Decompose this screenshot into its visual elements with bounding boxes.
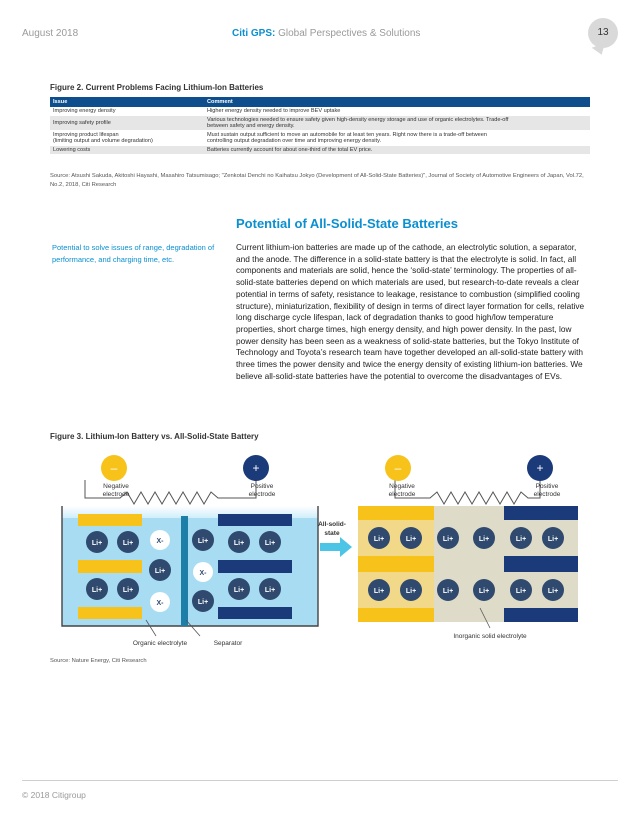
svg-text:Li+: Li+ (122, 587, 134, 594)
table-row (50, 131, 590, 146)
table-cell-issue (50, 131, 204, 146)
negative-symbol: – (394, 461, 402, 475)
li-ion (400, 579, 422, 601)
negative-electrode-label-2: electrode (102, 491, 130, 498)
figure2-source: Source: Atsushi Sakuda, Akitoshi Hayashi, Masahiro Tatsumisago; "Zenkotai Denchi no Kaihatsu Jokyo (Development of All-Solid-State Batteries)", Journal of Society of Automotive Engineers of Japan, Vol.72, No.2, 2018, Citi Research (50, 173, 584, 188)
li-ion (117, 578, 139, 600)
svg-text:Li+: Li+ (547, 536, 559, 543)
li-ion (86, 578, 108, 600)
comment-text-cont: controlling output degradation over time and improving energy density. (207, 138, 382, 144)
table-row (50, 146, 590, 155)
comment-text: Must sustain output sufficient to move an automobile for at least ten years. Right now there is a trade-off between (207, 132, 487, 138)
positive-symbol: + (536, 461, 544, 475)
table-header-issue: Issue (50, 97, 204, 107)
positive-electrode-label: Positive (535, 483, 559, 490)
battery-diagram (50, 448, 590, 653)
negative-electrode-layer (78, 514, 142, 526)
inorganic-solid-electrolyte (434, 506, 504, 622)
footer-divider (22, 780, 618, 781)
negative-electrode-label-2: electrode (388, 491, 416, 498)
anion (150, 530, 170, 550)
table-cell-issue (50, 107, 204, 116)
li-ion (228, 531, 250, 553)
li-ion (510, 527, 532, 549)
li-ion (437, 527, 459, 549)
li-ion (542, 579, 564, 601)
svg-text:Li+: Li+ (154, 568, 166, 575)
comment-text-cont: between safety and energy density. (207, 123, 295, 129)
positive-electrode-label-2: electrode (533, 491, 561, 498)
footer-copyright: © 2018 Citigroup (22, 790, 86, 800)
positive-electrode-layer (218, 514, 292, 526)
figure2-title: Figure 2. Current Problems Facing Lithium-Ion Batteries (50, 83, 264, 92)
svg-text:Li+: Li+ (515, 536, 527, 543)
separator-membrane (181, 516, 188, 626)
transition-arrow-icon (320, 537, 352, 557)
header-brand: Citi GPS: (232, 28, 276, 39)
table-header-comment: Comment (204, 97, 590, 107)
svg-text:Li+: Li+ (373, 588, 385, 595)
li-ion (259, 578, 281, 600)
comment-text: Various technologies needed to ensure safety given high-density energy storage and use of organic electrolytes. Trade-off (207, 117, 509, 123)
svg-text:Li+: Li+ (442, 536, 454, 543)
comment-text: Batteries currently account for about one-third of the total EV price. (207, 147, 373, 153)
li-ion (437, 579, 459, 601)
table-cell-comment (204, 131, 590, 146)
section-heading: Potential of All-Solid-State Batteries (236, 216, 458, 231)
li-ion (117, 531, 139, 553)
li-ion (228, 578, 250, 600)
anion (150, 592, 170, 612)
positive-symbol: + (252, 461, 260, 475)
negative-electrode-layer (78, 560, 142, 573)
svg-text:X-: X- (199, 570, 207, 577)
li-ion (368, 579, 390, 601)
svg-text:Li+: Li+ (233, 587, 245, 594)
header-date: August 2018 (22, 28, 79, 39)
li-ion (192, 529, 214, 551)
page-number-badge (588, 18, 618, 48)
organic-electrolyte-label: Organic electrolyte (132, 640, 188, 647)
negative-electrode-label: Negative (389, 483, 415, 490)
svg-text:Li+: Li+ (515, 588, 527, 595)
arrow-label: All-solid- (318, 521, 346, 528)
svg-text:X-: X- (156, 600, 164, 607)
svg-text:Li+: Li+ (197, 599, 209, 606)
li-ion (473, 579, 495, 601)
svg-text:Li+: Li+ (405, 588, 417, 595)
table-header-row (50, 97, 590, 107)
li-ion (400, 527, 422, 549)
li-ion (86, 531, 108, 553)
li-ion (542, 527, 564, 549)
anion (193, 562, 213, 582)
table-cell-comment (204, 107, 590, 116)
issue-text: Improving safety profile (53, 120, 111, 126)
issue-text: Improving energy density (53, 108, 116, 114)
table-cell-comment (204, 146, 590, 155)
negative-symbol: – (110, 461, 118, 475)
table-cell-issue (50, 116, 204, 131)
svg-text:Li+: Li+ (122, 540, 134, 547)
negative-electrode-layer (78, 607, 142, 619)
svg-text:Li+: Li+ (264, 540, 276, 547)
svg-text:Li+: Li+ (373, 536, 385, 543)
li-ion (368, 527, 390, 549)
svg-text:Li+: Li+ (478, 588, 490, 595)
svg-text:Li+: Li+ (547, 588, 559, 595)
svg-text:X-: X- (156, 538, 164, 545)
arrow-label-2: state (324, 530, 340, 537)
table-cell-issue (50, 146, 204, 155)
figure3-source: Source: Nature Energy, Citi Research (50, 658, 147, 664)
li-ion (149, 559, 171, 581)
sidenote: Potential to solve issues of range, degradation of performance, and charging time, etc. (52, 243, 215, 264)
svg-text:Li+: Li+ (197, 538, 209, 545)
issue-text: Improving product lifespan (53, 132, 119, 138)
figure2-table (50, 97, 590, 155)
li-ion (473, 527, 495, 549)
separator-label: Separator (213, 640, 243, 647)
table-row (50, 107, 590, 116)
comment-text: Higher energy density needed to improve BEV uptake (207, 108, 341, 114)
svg-text:Li+: Li+ (442, 588, 454, 595)
positive-electrode-label: Positive (250, 483, 274, 490)
li-ion (259, 531, 281, 553)
svg-text:Li+: Li+ (233, 540, 245, 547)
table-cell-comment (204, 116, 590, 131)
negative-electrode-label: Negative (103, 483, 129, 490)
page-number: 13 (597, 27, 609, 38)
svg-text:Li+: Li+ (91, 587, 103, 594)
svg-text:Li+: Li+ (405, 536, 417, 543)
issue-text-cont: (limiting output and volume degradation) (53, 138, 153, 144)
positive-electrode-layer (218, 607, 292, 619)
figure3-title: Figure 3. Lithium-Ion Battery vs. All-Solid-State Battery (50, 432, 259, 441)
svg-text:Li+: Li+ (91, 540, 103, 547)
positive-electrode-layer (218, 560, 292, 573)
right-wire (395, 480, 540, 504)
body-paragraph: Current lithium-ion batteries are made up of the cathode, an electrolytic solution, a separator, and the anode. The difference in a solid-state battery is that the electrolyte is solid. In fact, all components and materials are solid, hence the ‘solid-state’ terminology. The properties of all-solid-state batteries depend on which materials are used, but research-to-date reveals a clear potential in terms of safety, resistance to leakage, resistance to combustion (simplified cooling structure), miniaturization, flexibility of design in terms of direct layer formation for cells, relative long discharge cycle lifespan, lack of degradation thanks to good high/low temperature properties, short charge times, high energy density, and high power density. In the past, low power density has been seen as a weakness of solid-state batteries, but the Tokyo Institute of Technology and Toyota’s research team have together developed an all-solid-state battery with three times the power density and twice the energy density of existing lithium-ion batteries. We believe all-solid-state batteries have the potential to overcome the disadvantages of EVs. (236, 242, 585, 381)
table-row (50, 116, 590, 131)
issue-text: Lowering costs (53, 147, 91, 153)
positive-electrode-label-2: electrode (248, 491, 276, 498)
svg-text:Li+: Li+ (478, 536, 490, 543)
header-title (232, 28, 420, 39)
header-subtitle: Global Perspectives & Solutions (275, 28, 421, 39)
inorganic-electrolyte-label: Inorganic solid electrolyte (453, 633, 527, 640)
li-ion (510, 579, 532, 601)
li-ion (192, 590, 214, 612)
svg-text:Li+: Li+ (264, 587, 276, 594)
